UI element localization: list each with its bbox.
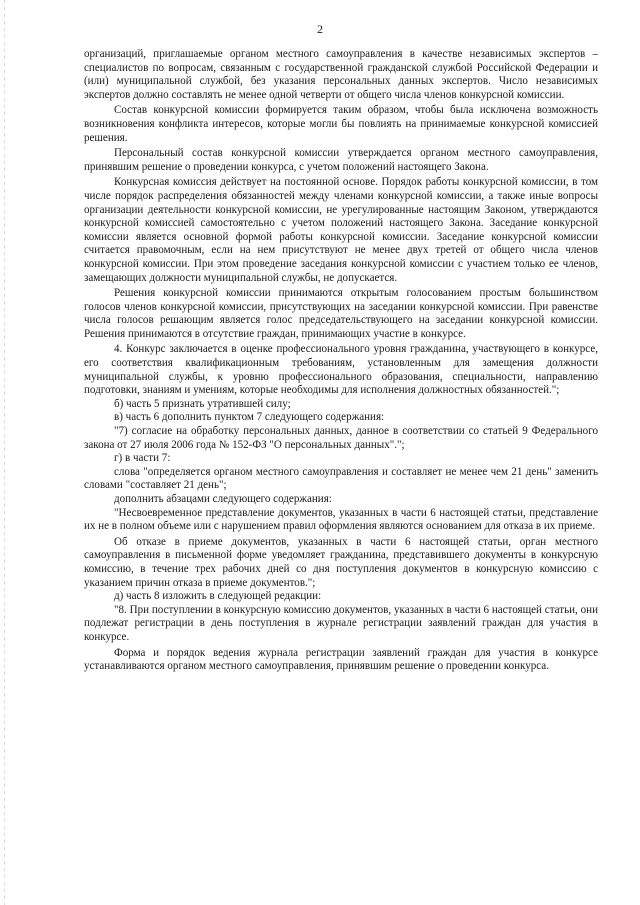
paragraph-item-b: б) часть 5 признать утратившей силу; [114, 397, 291, 410]
paragraph-late-submission: "Несвоевременное представление документов, указанных в части 6 настоящей статьи, представление их не в полном объеме или с нарушением правил оформления являются основанием для отказа в их приеме. [84, 506, 598, 533]
paragraph-commission-decisions: Решения конкурсной комиссии принимаются открытым голосованием простым большинством голосов членов конкурсной комиссии, присутствующих на заседании конкурсной комиссии. При равенстве числа голосов решающим является голос председательствующего на заседании конкурсной комиссии. Решения принимаются в отсутствие граждан, принимающих участие в конкурсе. [84, 287, 598, 340]
document-body [84, 48, 598, 674]
paragraph-refusal-notice: Об отказе в приеме документов, указанных в части 6 настоящей статьи, орган местного самоуправления в письменной форме уведомляет гражданина, представившего документы в конкурсную комиссию, в течение трех рабочих дней со дня поступления документов в конкурсную комиссию с указанием причин отказа в приеме документов."; [84, 535, 598, 589]
paragraph-experts: организаций, приглашаемые органом местного самоуправления в качестве независимых экспертов – специалистов по вопросам, связанным с государственной гражданской службой Российской Федерации и (или) муниципальной службой, без указания персональных данных экспертов. Число независимых экспертов должно составлять не менее одной четверти от общего числа членов конкурсной комиссии. [84, 48, 598, 101]
paragraph-commission-operation: Конкурсная комиссия действует на постоянной основе. Порядок работы конкурсной комиссии, в том числе порядок распределения обязанностей между членами конкурсной комиссии, а также иные вопросы организации деятельности конкурсной комиссии, не урегулированные настоящим Законом, утверждаются конкурсной комиссией самостоятельно с учетом положений настоящего Закона. Заседание конкурсной комиссии является основной формой работы конкурсной комиссии. Заседание конкурсной комиссии считается правомочным, если на нем присутствуют не менее двух третей от общего числа членов конкурсной комиссии. При этом проведение заседания конкурсной комиссии с участием только ее членов, замещающих должности муниципальной службы, не допускается. [84, 176, 598, 284]
paragraph-item-v: в) часть 6 дополнить пунктом 7 следующего содержания: [114, 411, 385, 424]
page-number: 2 [317, 22, 323, 36]
paragraph-consent-point-7: "7) согласие на обработку персональных данных, данное в соответствии со статьей 9 Федерального закона от 27 июля 2006 года № 152-ФЗ "О персональных данных"."; [84, 425, 598, 451]
paragraph-point-8: "8. При поступлении в конкурсную комиссию документов, указанных в части 6 настоящей статьи, они подлежат регистрации в день поступления в журнале регистрации заявлений граждан для участия в конкурсе. [84, 603, 598, 643]
paragraph-item-g: г) в части 7: [114, 452, 171, 465]
paragraph-item-d: д) часть 8 изложить в следующей редакции: [114, 590, 322, 603]
paragraph-add-subparagraphs: дополнить абзацами следующего содержания: [114, 493, 332, 505]
paragraph-register-form: Форма и порядок ведения журнала регистрации заявлений граждан для участия в конкурсе устанавливаются органом местного самоуправления, принявшим решение о проведении конкурса. [84, 646, 598, 673]
paragraph-words-replacement: слова "определяется органом местного самоуправления и составляет не менее чем 21 день" заменить словами "составляет 21 день"; [84, 465, 598, 492]
binding-margin-line [4, 0, 5, 905]
paragraph-contest-point-4: 4. Конкурс заключается в оценке профессионального уровня гражданина, участвующего в конкурсе, его соответствия квалификационным требованиям, установленным для замещения должности муниципальной службы, к уровню профессионального образования, специальности, направлению подготовки, знаниям и умениям, которые необходимы для исполнения должностных обязанностей."; [84, 343, 598, 397]
paragraph-personal-composition: Персональный состав конкурсной комиссии утверждается органом местного самоуправления, принявшим решение о проведении конкурса, с учетом положений настоящего Закона. [84, 147, 598, 173]
paragraph-commission-composition: Состав конкурсной комиссии формируется таким образом, чтобы была исключена возможность возникновения конфликта интересов, которые могли бы повлиять на принимаемые конкурсной комиссией решения. [84, 104, 598, 144]
